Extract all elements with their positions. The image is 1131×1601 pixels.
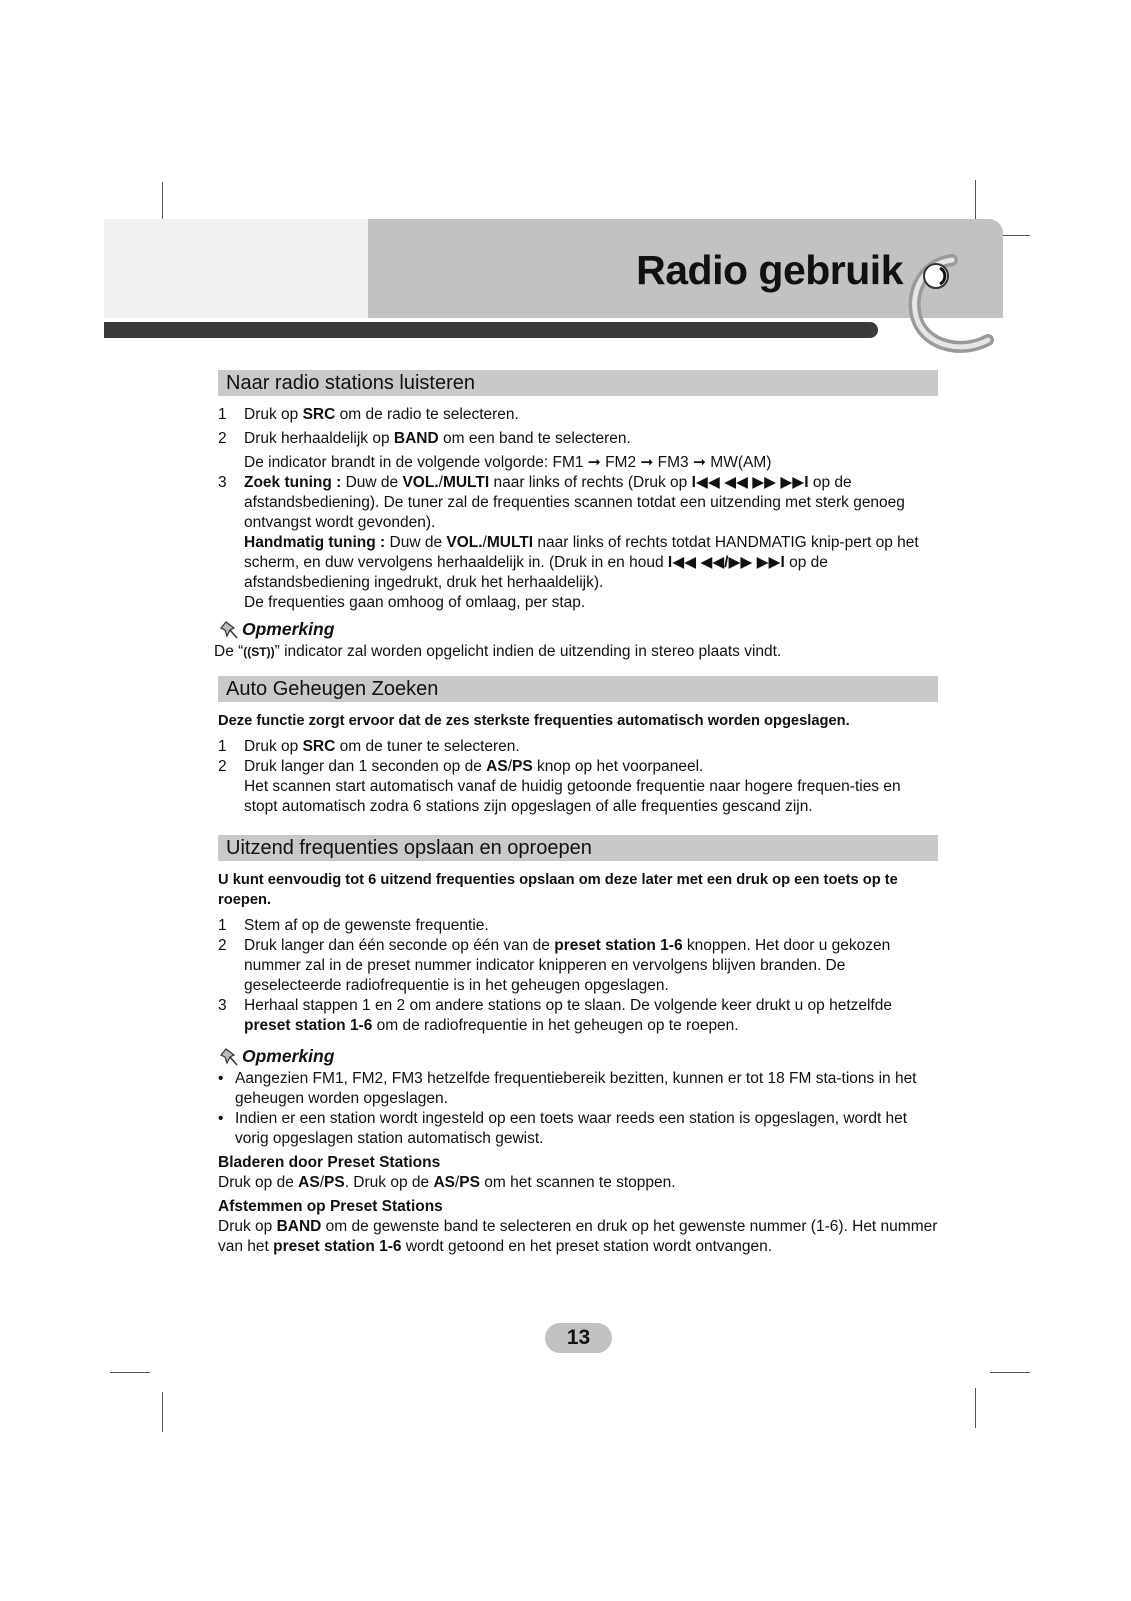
text-span: Druk langer dan één seconde op één van de (244, 937, 555, 954)
crop-mark (162, 1392, 163, 1432)
step-text: Het scannen start automatisch vanaf de huidig getoonde frequentie naar hogere frequen-ties en stopt automatisch zodra 6 stations zijn opgeslagen of alle frequenties gescand zijn. (244, 778, 901, 815)
text-span: / (438, 474, 443, 491)
term-label: Handmatig tuning : (244, 534, 386, 551)
bullet-item (218, 1069, 938, 1109)
header-left-panel (104, 219, 368, 318)
section-heading: Uitzend frequenties opslaan en oproepen (218, 835, 938, 861)
browse-text (218, 1173, 938, 1193)
list-item (218, 473, 938, 533)
key-label: BAND (276, 1218, 322, 1235)
text-span: om de tuner te selecteren. (335, 738, 520, 755)
item-number: 1 (218, 406, 227, 423)
header-bar (104, 322, 878, 338)
bullet-text: Aangezien FM1, FM2, FM3 hetzelfde frequentiebereik bezitten, kunnen er tot 18 FM sta-tions in het geheugen worden opgeslagen. (235, 1070, 917, 1107)
key-label: VOL. (446, 534, 483, 551)
bullet-icon: • (218, 1110, 224, 1127)
crop-mark (110, 1372, 150, 1373)
item-text (244, 996, 938, 1036)
text-span: om de gewenste band te selecteren en druk op het gewenste nummer (1-6). Het nummer van het (218, 1218, 938, 1255)
skip-buttons-icon: I◀◀ ◀◀ ▶▶ ▶▶I (691, 474, 809, 491)
pin-icon (218, 620, 240, 640)
list-item (218, 429, 938, 449)
note-text (214, 642, 938, 662)
text-span: Druk op (244, 406, 303, 423)
manual-tuning-text (218, 533, 938, 593)
text-span: om het scannen te stoppen. (479, 1174, 676, 1191)
list-item (218, 936, 938, 996)
text-span: / (482, 534, 487, 551)
key-label: PS (324, 1174, 345, 1191)
subheading: Bladeren door Preset Stations (218, 1154, 441, 1171)
text-span: Druk op (218, 1218, 277, 1235)
text-span: op de afstandsbediening). De tuner zal de frequenties scannen totdat een uitzending met sterk genoeg ontvangst wordt gevonden). (244, 474, 905, 531)
crop-mark (975, 180, 976, 220)
text-span: wordt getoond en het preset station wordt ontvangen. (401, 1238, 773, 1255)
text-span: om een band te selecteren. (438, 430, 631, 447)
subheading: Afstemmen op Preset Stations (218, 1198, 443, 1215)
item-text (244, 405, 938, 425)
pin-icon (218, 1047, 240, 1067)
key-label: PS (512, 758, 533, 775)
item-text (244, 757, 938, 777)
page-title: Radio gebruik (636, 247, 903, 293)
key-label: VOL. (402, 474, 439, 491)
tune-text (218, 1217, 938, 1257)
list-item (218, 405, 938, 425)
key-label: MULTI (442, 474, 490, 491)
key-label: SRC (302, 738, 336, 755)
note-label: Opmerking (242, 619, 335, 639)
text-span: Druk op de (218, 1174, 299, 1191)
list-item (218, 737, 938, 757)
key-label: preset station 1-6 (554, 937, 683, 954)
text-span: naar links of rechts totdat HANDMATIG knip-pert op het scherm, en duw vervolgens herhaaldelijk in. (Druk in en houd (244, 534, 919, 571)
bullet-text: Indien er een station wordt ingesteld op een toets waar reeds een station is opgeslagen, wordt het vorig opgeslagen station automatisch gewist. (235, 1110, 908, 1147)
key-label: AS (486, 758, 508, 775)
item-number: 2 (218, 430, 227, 447)
skip-buttons-icon: I◀◀ ◀◀/▶▶ ▶▶I (667, 554, 785, 571)
section-intro: Deze functie zorgt ervoor dat de zes sterkste frequenties automatisch worden opgeslagen. (218, 713, 850, 729)
item-text (244, 936, 938, 996)
item-number: 2 (218, 758, 227, 775)
text-span: knoppen. Het door u gekozen nummer zal in de preset nummer indicator knipperen en vervolgens blijven branden. De geselecteerde radiofrequentie is in het geheugen opgeslagen. (244, 937, 891, 994)
section-intro: U kunt eenvoudig tot 6 uitzend frequenties opslaan om deze later met een druk op een toets op te roepen. (218, 872, 898, 908)
bullet-icon: • (218, 1070, 224, 1087)
main-content (214, 370, 938, 1257)
bullet-item (218, 1109, 938, 1149)
item-number: 3 (218, 997, 227, 1014)
key-label: AS (433, 1174, 455, 1191)
section-heading: Auto Geheugen Zoeken (218, 676, 938, 702)
section-heading: Naar radio stations luisteren (218, 370, 938, 396)
text-span: op de afstandsbediening ingedrukt, druk het herhaaldelijk). (244, 554, 828, 591)
key-label: MULTI (486, 534, 534, 551)
item-number: 1 (218, 738, 227, 755)
text-span: naar links of rechts (Druk op (489, 474, 692, 491)
text-span: . Druk op de (344, 1174, 434, 1191)
text-span: Duw de (385, 534, 447, 551)
text-span: Druk op (244, 738, 303, 755)
item-number: 1 (218, 917, 227, 934)
item-number: 3 (218, 474, 227, 491)
text-span: om de radiofrequentie in het geheugen op te roepen. (372, 1017, 739, 1034)
key-label: AS (298, 1174, 320, 1191)
key-label: preset station 1-6 (273, 1238, 402, 1255)
key-label: BAND (393, 430, 439, 447)
crop-mark (975, 1388, 976, 1428)
crop-mark (990, 1372, 1030, 1373)
text-span: knop op het voorpaneel. (532, 758, 704, 775)
crop-mark (162, 182, 163, 222)
term-label: Zoek tuning : (244, 474, 342, 491)
note-label: Opmerking (242, 1046, 335, 1066)
note-heading (218, 1046, 938, 1067)
item-text (244, 737, 938, 757)
text-span: / (507, 758, 513, 775)
item-text: Stem af op de gewenste frequentie. (244, 917, 489, 934)
text-span: Herhaal stappen 1 en 2 om andere stations op te slaan. De volgende keer drukt u op hetzelfde (244, 997, 892, 1014)
item-text (244, 429, 938, 449)
item-number: 2 (218, 937, 227, 954)
text-span: om de radio te selecteren. (335, 406, 519, 423)
text-span: De “ (214, 643, 244, 660)
list-item (218, 916, 938, 936)
swirl-icon (900, 250, 1005, 365)
key-label: preset station 1-6 (244, 1017, 373, 1034)
stereo-indicator-icon: ((ST)) (243, 645, 275, 659)
text-span: / (454, 1174, 460, 1191)
list-item (218, 757, 938, 777)
text-span: / (319, 1174, 324, 1191)
item-text (244, 473, 938, 533)
text-span: ” indicator zal worden opgelicht indien de uitzending in stereo plaats vindt. (274, 643, 782, 660)
text-span: Duw de (341, 474, 403, 491)
text-span: Druk herhaaldelijk op (244, 430, 394, 447)
note-heading (218, 619, 938, 640)
indicator-sequence: De indicator brandt in de volgende volgorde: FM1 ➞ FM2 ➞ FM3 ➞ MW(AM) (244, 454, 772, 471)
key-label: PS (459, 1174, 480, 1191)
step-text: De frequenties gaan omhoog of omlaag, per stap. (244, 594, 586, 611)
page-number: 13 (545, 1323, 612, 1353)
list-item (218, 996, 938, 1036)
key-label: SRC (302, 406, 336, 423)
text-span: Druk langer dan 1 seconden op de (244, 758, 487, 775)
